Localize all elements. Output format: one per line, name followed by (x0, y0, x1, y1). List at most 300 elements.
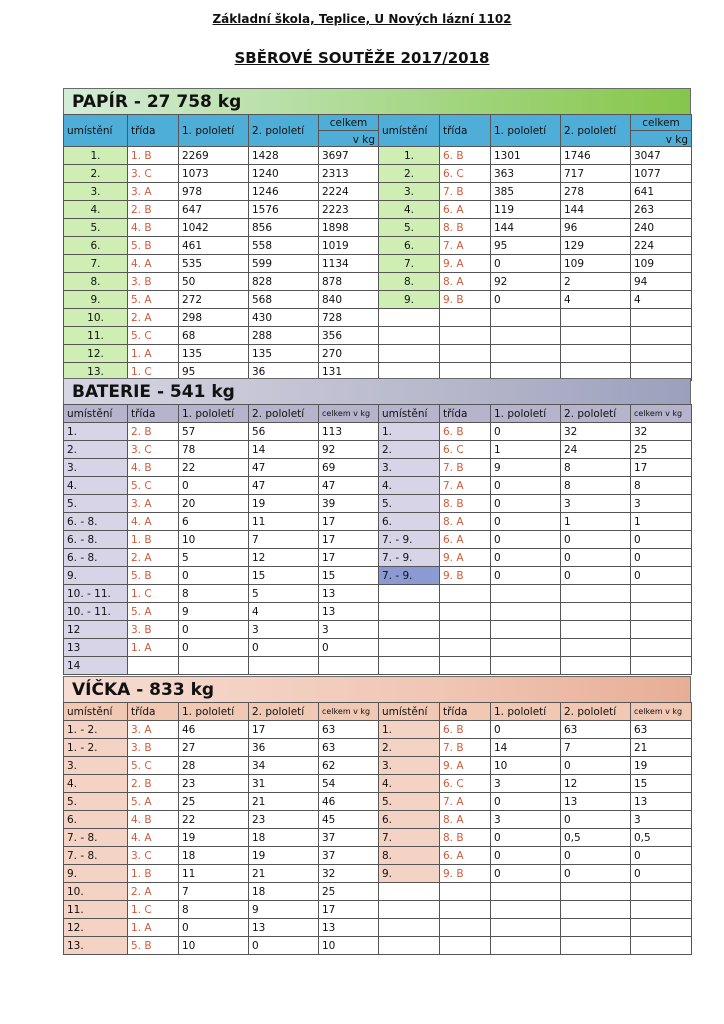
header-cell: 1. pololetí (179, 115, 249, 147)
empty-cell (561, 327, 631, 345)
class-cell (128, 657, 179, 675)
header-cell: celkem v kg (631, 405, 692, 423)
value-cell: 356 (319, 327, 379, 345)
batteries-section (63, 378, 691, 675)
value-cell: 2313 (319, 165, 379, 183)
value-cell: 28 (179, 757, 249, 775)
table-row (64, 441, 692, 459)
rank-cell: 4. (64, 775, 128, 793)
value-cell: 63 (561, 721, 631, 739)
value-cell: 17 (319, 549, 379, 567)
class-cell: 3. B (128, 739, 179, 757)
empty-cell (491, 937, 561, 955)
table-row (64, 585, 692, 603)
value-cell: 363 (491, 165, 561, 183)
lids-section (63, 676, 691, 955)
empty-cell (440, 639, 491, 657)
value-cell: 0 (179, 477, 249, 495)
value-cell: 0 (179, 639, 249, 657)
header-cell: umístění (64, 115, 128, 147)
lids-heading: VÍČKA - 833 kg (63, 676, 691, 702)
lids-header-row (64, 703, 692, 721)
rank-cell: 9. (379, 291, 440, 309)
value-cell: 5 (179, 549, 249, 567)
table-row (64, 739, 692, 757)
class-cell: 6. B (440, 147, 491, 165)
class-cell: 1. B (128, 531, 179, 549)
class-cell: 1. C (128, 585, 179, 603)
value-cell: 13 (249, 919, 319, 937)
rank-cell: 12 (64, 621, 128, 639)
value-cell: 11 (249, 513, 319, 531)
class-cell: 5. B (128, 937, 179, 955)
batteries-table (63, 404, 692, 675)
value-cell: 717 (561, 165, 631, 183)
value-cell: 46 (179, 721, 249, 739)
value-cell: 22 (179, 459, 249, 477)
empty-cell (561, 639, 631, 657)
class-cell: 4. B (128, 219, 179, 237)
value-cell: 0 (491, 531, 561, 549)
empty-cell (440, 585, 491, 603)
value-cell: 1428 (249, 147, 319, 165)
class-cell: 5. A (128, 603, 179, 621)
rank-cell: 5. (379, 495, 440, 513)
empty-cell (440, 309, 491, 327)
value-cell: 25 (179, 793, 249, 811)
class-cell: 9. B (440, 865, 491, 883)
rank-cell: 6. (379, 513, 440, 531)
value-cell: 3 (491, 775, 561, 793)
class-cell: 6. C (440, 165, 491, 183)
header-cell: umístění (379, 703, 440, 721)
class-cell: 6. A (440, 201, 491, 219)
rank-cell: 4. (64, 201, 128, 219)
rank-cell: 3. (64, 757, 128, 775)
empty-cell (631, 639, 692, 657)
class-cell: 6. A (440, 531, 491, 549)
value-cell: 17 (319, 531, 379, 549)
empty-cell (561, 621, 631, 639)
value-cell: 135 (249, 345, 319, 363)
header-cell: umístění (64, 405, 128, 423)
value-cell: 3697 (319, 147, 379, 165)
rank-cell: 7. - 9. (379, 567, 440, 585)
value-cell: 385 (491, 183, 561, 201)
value-cell: 32 (561, 423, 631, 441)
value-cell: 12 (249, 549, 319, 567)
table-row (64, 567, 692, 585)
empty-cell (491, 345, 561, 363)
value-cell: 461 (179, 237, 249, 255)
value-cell: 0 (491, 477, 561, 495)
empty-cell (491, 621, 561, 639)
value-cell: 18 (249, 829, 319, 847)
class-cell: 3. B (128, 621, 179, 639)
value-cell: 2 (561, 273, 631, 291)
value-cell: 8 (561, 477, 631, 495)
header-cell: 2. pololetí (249, 115, 319, 147)
header-cell: 1. pololetí (491, 405, 561, 423)
empty-cell (491, 883, 561, 901)
rank-cell: 6. (64, 237, 128, 255)
class-cell: 5. C (128, 327, 179, 345)
value-cell: 2223 (319, 201, 379, 219)
table-row (64, 147, 692, 165)
value-cell: 978 (179, 183, 249, 201)
value-cell: 19 (249, 847, 319, 865)
rank-cell: 4. (379, 775, 440, 793)
class-cell: 6. A (440, 847, 491, 865)
value-cell: 0 (491, 865, 561, 883)
value-cell: 878 (319, 273, 379, 291)
rank-cell: 12. (64, 919, 128, 937)
value-cell: 36 (249, 739, 319, 757)
class-cell: 3. A (128, 721, 179, 739)
header-cell: třída (128, 703, 179, 721)
rank-cell: 5. (64, 793, 128, 811)
empty-cell (491, 919, 561, 937)
rank-cell: 1. - 2. (64, 739, 128, 757)
rank-cell: 12. (64, 345, 128, 363)
value-cell: 20 (179, 495, 249, 513)
value-cell: 113 (319, 423, 379, 441)
class-cell: 4. B (128, 459, 179, 477)
value-cell: 278 (561, 183, 631, 201)
value-cell: 3 (491, 811, 561, 829)
class-cell: 8. B (440, 219, 491, 237)
value-cell: 270 (319, 345, 379, 363)
value-cell: 63 (631, 721, 692, 739)
value-cell: 50 (179, 273, 249, 291)
value-cell: 1042 (179, 219, 249, 237)
value-cell: 13 (561, 793, 631, 811)
value-cell: 45 (319, 811, 379, 829)
value-cell: 17 (319, 901, 379, 919)
empty-cell (379, 585, 440, 603)
value-cell: 0 (319, 639, 379, 657)
rank-cell: 6. (379, 237, 440, 255)
table-row (64, 775, 692, 793)
value-cell: 430 (249, 309, 319, 327)
lids-table (63, 702, 692, 955)
value-cell: 144 (561, 201, 631, 219)
empty-cell (491, 309, 561, 327)
value-cell: 240 (631, 219, 692, 237)
class-cell: 2. B (128, 423, 179, 441)
empty-cell (561, 345, 631, 363)
class-cell: 2. A (128, 883, 179, 901)
value-cell: 17 (631, 459, 692, 477)
empty-cell (379, 327, 440, 345)
empty-cell (631, 585, 692, 603)
empty-cell (440, 657, 491, 675)
rank-cell: 9. (64, 865, 128, 883)
value-cell: 0 (491, 513, 561, 531)
rank-cell: 10. - 11. (64, 585, 128, 603)
rank-cell: 6. (379, 811, 440, 829)
rank-cell: 8. (64, 273, 128, 291)
header-cell: třída (128, 405, 179, 423)
empty-cell (561, 919, 631, 937)
value-cell: 21 (249, 865, 319, 883)
header-cell: třída (440, 405, 491, 423)
header-cell: 2. pololetí (561, 703, 631, 721)
value-cell: 9 (249, 901, 319, 919)
rank-cell: 7. (64, 255, 128, 273)
value-cell: 263 (631, 201, 692, 219)
value-cell: 62 (319, 757, 379, 775)
value-cell: 0 (491, 829, 561, 847)
empty-cell (631, 657, 692, 675)
class-cell: 9. A (440, 255, 491, 273)
empty-cell (379, 621, 440, 639)
class-cell: 9. A (440, 757, 491, 775)
header-cell: umístění (64, 703, 128, 721)
class-cell: 3. B (128, 273, 179, 291)
value-cell: 47 (319, 477, 379, 495)
class-cell: 2. A (128, 309, 179, 327)
table-row (64, 883, 692, 901)
value-cell: 558 (249, 237, 319, 255)
value-cell: 1746 (561, 147, 631, 165)
value-cell: 4 (631, 291, 692, 309)
class-cell: 5. A (128, 793, 179, 811)
empty-cell (631, 901, 692, 919)
school-name: Základní škola, Teplice, U Nových lázní 1102 (212, 12, 512, 26)
rank-cell: 9. (379, 865, 440, 883)
table-row (64, 549, 692, 567)
value-cell: 647 (179, 201, 249, 219)
value-cell: 3 (319, 621, 379, 639)
rank-cell: 7. (379, 829, 440, 847)
value-cell: 2269 (179, 147, 249, 165)
empty-cell (379, 309, 440, 327)
value-cell: 728 (319, 309, 379, 327)
header-cell: celkem (631, 115, 692, 131)
empty-cell (440, 901, 491, 919)
value-cell: 14 (491, 739, 561, 757)
rank-cell: 10. - 11. (64, 603, 128, 621)
rank-cell: 3. (379, 757, 440, 775)
class-cell: 5. C (128, 757, 179, 775)
value-cell: 92 (491, 273, 561, 291)
header-cell: 1. pololetí (491, 115, 561, 147)
rank-cell: 6. (64, 811, 128, 829)
value-cell: 3 (631, 811, 692, 829)
value-cell: 119 (491, 201, 561, 219)
value-cell: 10 (319, 937, 379, 955)
value-cell: 144 (491, 219, 561, 237)
paper-header-row (64, 115, 692, 131)
class-cell: 5. B (128, 567, 179, 585)
empty-cell (440, 883, 491, 901)
value-cell: 1240 (249, 165, 319, 183)
value-cell: 92 (319, 441, 379, 459)
rank-cell: 6. - 8. (64, 513, 128, 531)
value-cell: 0 (491, 255, 561, 273)
value-cell: 272 (179, 291, 249, 309)
value-cell: 3 (249, 621, 319, 639)
header-cell: 2. pololetí (249, 703, 319, 721)
value-cell: 8 (631, 477, 692, 495)
value-cell: 0 (249, 937, 319, 955)
value-cell: 8 (179, 585, 249, 603)
value-cell: 22 (179, 811, 249, 829)
value-cell: 17 (319, 513, 379, 531)
rank-cell: 1. (64, 423, 128, 441)
rank-cell: 8. (379, 273, 440, 291)
rank-cell: 1. (379, 147, 440, 165)
empty-cell (379, 657, 440, 675)
table-row (64, 829, 692, 847)
value-cell: 0 (561, 549, 631, 567)
class-cell: 1. B (128, 865, 179, 883)
value-cell: 1019 (319, 237, 379, 255)
rank-cell: 3. (379, 183, 440, 201)
header-cell: v kg (631, 131, 692, 147)
table-row (64, 327, 692, 345)
rank-cell: 9. (64, 567, 128, 585)
value-cell: 8 (179, 901, 249, 919)
header-cell: celkem v kg (319, 405, 379, 423)
rank-cell: 11. (64, 327, 128, 345)
empty-cell (631, 309, 692, 327)
value-cell: 1 (631, 513, 692, 531)
empty-cell (491, 327, 561, 345)
header-cell: 1. pololetí (491, 703, 561, 721)
empty-cell (440, 621, 491, 639)
value-cell: 15 (319, 567, 379, 585)
class-cell: 1. B (128, 147, 179, 165)
empty-cell (631, 937, 692, 955)
empty-cell (379, 937, 440, 955)
empty-cell (561, 883, 631, 901)
empty-cell (440, 937, 491, 955)
value-cell: 57 (179, 423, 249, 441)
header-cell: celkem (319, 115, 379, 131)
value-cell: 6 (179, 513, 249, 531)
rank-cell: 5. (379, 793, 440, 811)
rank-cell: 6. - 8. (64, 549, 128, 567)
value-cell: 3 (631, 495, 692, 513)
value-cell: 0 (561, 567, 631, 585)
value-cell: 13 (319, 919, 379, 937)
header-cell: 1. pololetí (179, 703, 249, 721)
table-row (64, 291, 692, 309)
empty-cell (440, 327, 491, 345)
table-row (64, 345, 692, 363)
value-cell: 78 (179, 441, 249, 459)
rank-cell: 10. (64, 883, 128, 901)
class-cell: 8. A (440, 811, 491, 829)
class-cell: 7. B (440, 183, 491, 201)
rank-cell: 11. (64, 901, 128, 919)
table-row (64, 423, 692, 441)
rank-cell: 2. (64, 165, 128, 183)
value-cell: 96 (561, 219, 631, 237)
class-cell: 9. B (440, 567, 491, 585)
table-row (64, 757, 692, 775)
empty-cell (379, 901, 440, 919)
class-cell: 8. B (440, 495, 491, 513)
empty-cell (561, 937, 631, 955)
value-cell: 856 (249, 219, 319, 237)
empty-cell (491, 657, 561, 675)
empty-cell (379, 883, 440, 901)
class-cell: 5. B (128, 237, 179, 255)
value-cell: 13 (631, 793, 692, 811)
empty-cell (379, 639, 440, 657)
rank-cell: 13. (64, 363, 128, 381)
value-cell: 3 (561, 495, 631, 513)
class-cell: 2. B (128, 775, 179, 793)
empty-cell (491, 603, 561, 621)
rank-cell: 1. - 2. (64, 721, 128, 739)
value-cell: 11 (179, 865, 249, 883)
value-cell: 54 (319, 775, 379, 793)
value-cell: 0 (179, 621, 249, 639)
value-cell: 1134 (319, 255, 379, 273)
value-cell: 0,5 (631, 829, 692, 847)
value-cell: 1 (491, 441, 561, 459)
value-cell: 69 (319, 459, 379, 477)
class-cell: 3. C (128, 441, 179, 459)
value-cell: 95 (491, 237, 561, 255)
class-cell: 6. B (440, 423, 491, 441)
rank-cell: 10. (64, 309, 128, 327)
rank-cell: 2. (379, 441, 440, 459)
empty-cell (491, 639, 561, 657)
value-cell: 0 (491, 721, 561, 739)
empty-cell (440, 345, 491, 363)
value-cell: 840 (319, 291, 379, 309)
value-cell: 13 (319, 585, 379, 603)
paper-table (63, 114, 692, 381)
table-row (64, 459, 692, 477)
class-cell: 4. A (128, 513, 179, 531)
empty-cell (379, 919, 440, 937)
empty-cell (631, 345, 692, 363)
value-cell: 15 (631, 775, 692, 793)
header-cell: třída (440, 703, 491, 721)
class-cell: 9. A (440, 549, 491, 567)
value-cell: 0 (491, 495, 561, 513)
value-cell: 1073 (179, 165, 249, 183)
value-cell: 27 (179, 739, 249, 757)
table-row (64, 811, 692, 829)
value-cell: 10 (179, 937, 249, 955)
value-cell: 0 (179, 567, 249, 585)
value-cell (179, 657, 249, 675)
table-row (64, 937, 692, 955)
class-cell: 5. C (128, 477, 179, 495)
value-cell: 36 (249, 363, 319, 381)
table-row (64, 603, 692, 621)
value-cell: 7 (249, 531, 319, 549)
table-row (64, 309, 692, 327)
empty-cell (561, 585, 631, 603)
rank-cell: 7. - 9. (379, 531, 440, 549)
empty-cell (379, 603, 440, 621)
header-cell: v kg (319, 131, 379, 147)
rank-cell: 4. (379, 201, 440, 219)
value-cell: 9 (491, 459, 561, 477)
value-cell: 21 (631, 739, 692, 757)
value-cell: 34 (249, 757, 319, 775)
table-row (64, 919, 692, 937)
value-cell: 21 (249, 793, 319, 811)
